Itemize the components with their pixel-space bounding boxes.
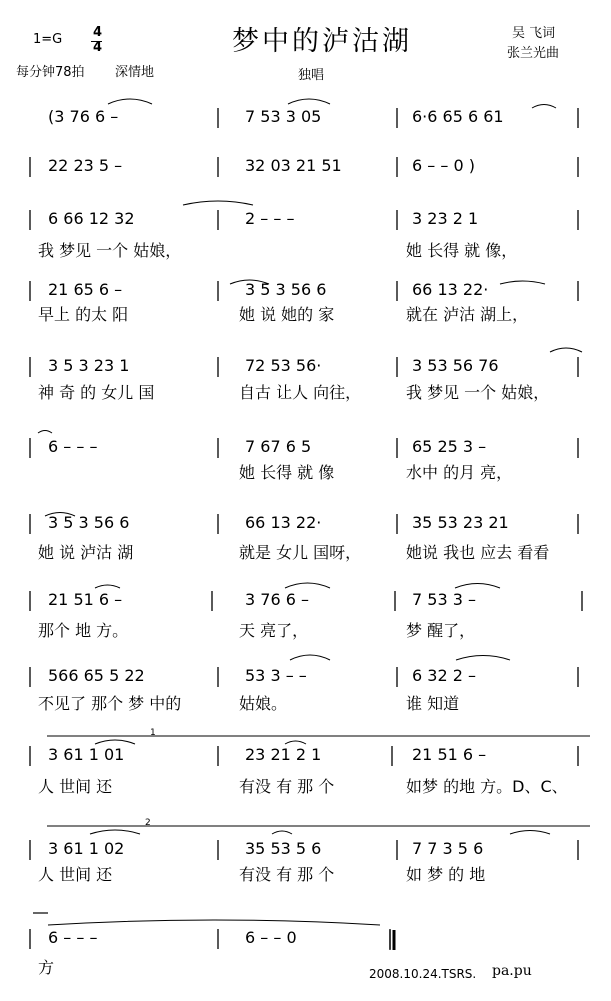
footer-date: 2008.10.24.TSRS. — [369, 967, 477, 981]
lyric-line: 我 梦见 一个 姑娘， — [38, 241, 182, 260]
lyric-line: 她 长得 就 像 — [239, 463, 335, 482]
measure-notes: 66 13 22· — [245, 513, 322, 532]
lyric-line: 早上 的太 阳 — [38, 305, 129, 324]
measure-notes: 3 61 1 02 — [48, 839, 125, 858]
song-title: 梦中的泸沽湖 — [232, 26, 412, 57]
measure-notes: 23 21 2 1 — [245, 745, 322, 764]
lyric-line: 水中 的月 亮， — [406, 463, 513, 482]
slur — [272, 831, 292, 834]
measure-notes: 6 – – – — [48, 928, 98, 947]
volta-2-label: 2 — [145, 818, 151, 828]
lyric-line: 不见了 那个 梦 中的 — [38, 694, 182, 713]
measure-notes: 6 – – 0 — [245, 928, 297, 947]
measure-notes: 7 67 6 5 — [245, 437, 312, 456]
measure-notes: 65 25 3 – — [412, 437, 487, 456]
lyric-line: 有没 有 那 个 — [239, 865, 335, 884]
measure-notes: 3 61 1 01 — [48, 745, 125, 764]
lyric-line: 有没 有 那 个 — [239, 777, 335, 796]
lyric-line: 人 世间 还 — [38, 865, 113, 884]
tempo-marking: 每分钟78拍 — [16, 65, 85, 80]
measure-notes: 566 65 5 22 — [48, 666, 145, 685]
volta-1-label: 1 — [150, 728, 156, 738]
measure-notes: 7 7 3 5 6 — [412, 839, 484, 858]
measure-notes: 3 76 6 – — [245, 590, 309, 609]
measure-notes: 35 53 5 6 — [245, 839, 322, 858]
slur — [500, 281, 545, 284]
key-signature: 1=G — [33, 32, 63, 47]
measure-notes: 3 5 3 23 1 — [48, 356, 130, 375]
measure-notes: 3 5 3 56 6 — [245, 280, 327, 299]
measure-notes: (3 76 6 – — [48, 107, 119, 126]
slur — [285, 741, 306, 744]
measure-notes: 7 53 3 05 — [245, 107, 322, 126]
lyric-line: 方 — [38, 958, 55, 977]
time-signature-top: 4 — [93, 25, 103, 40]
measure-notes: 6 – – 0 ) — [412, 156, 475, 175]
slur — [90, 830, 140, 834]
slur — [455, 584, 500, 589]
measure-notes: 21 51 6 – — [412, 745, 487, 764]
lyric-line: 就是 女儿 国呀， — [239, 543, 362, 562]
slur — [510, 831, 550, 835]
slur — [532, 105, 556, 109]
lyric-line: 天 亮了， — [239, 621, 309, 640]
slur — [38, 431, 52, 434]
measure-notes: 21 65 6 – — [48, 280, 123, 299]
lyric-line: 神 奇 的 女儿 国 — [38, 383, 155, 402]
lyric-line: 就在 泸沽 湖上， — [406, 305, 529, 324]
lyric-line: 她 说 她的 家 — [239, 305, 335, 324]
measure-notes: 6 32 2 – — [412, 666, 476, 685]
time-signature-bottom: 4 — [93, 40, 103, 55]
slur — [183, 201, 253, 205]
slur — [95, 585, 120, 588]
measure-notes: 7 53 3 – — [412, 590, 476, 609]
expression-marking: 深情地 — [115, 65, 155, 80]
measure-notes: 32 03 21 51 — [245, 156, 342, 175]
lyricist-credit: 吴 飞词 — [512, 26, 556, 41]
slur — [45, 513, 75, 517]
measure-notes: 6 66 12 32 — [48, 209, 135, 228]
slur — [288, 99, 330, 104]
composer-credit: 张兰光曲 — [507, 46, 560, 61]
measure-notes: 3 23 2 1 — [412, 209, 479, 228]
lyric-line: 那个 地 方。 — [38, 621, 129, 640]
slur — [290, 655, 330, 660]
slur — [456, 656, 510, 661]
measure-notes: 6·6 65 6 61 — [412, 107, 504, 126]
measure-notes: 3 53 56 76 — [412, 356, 499, 375]
lyric-line: 谁 知道 — [406, 694, 460, 713]
lyric-line: 如梦 的地 方。D、C、 — [406, 777, 568, 796]
lyric-line: 人 世间 还 — [38, 777, 113, 796]
performance-style: 独唱 — [298, 68, 325, 83]
lyric-line: 姑娘。 — [239, 694, 288, 713]
lyric-line: 她 说 泸沽 湖 — [38, 543, 134, 562]
measure-notes: 3 5 3 56 6 — [48, 513, 130, 532]
footer-signature: pa.pu — [492, 963, 532, 979]
measure-notes: 2 – – – — [245, 209, 295, 228]
measure-notes: 72 53 56· — [245, 356, 322, 375]
slur — [48, 920, 380, 925]
slur — [108, 99, 152, 104]
measure-notes: 22 23 5 – — [48, 156, 123, 175]
lyric-line: 她 长得 就 像， — [406, 241, 518, 260]
slur — [95, 740, 135, 744]
slur — [550, 348, 582, 352]
lyric-line: 她说 我也 应去 看看 — [406, 543, 550, 562]
measure-notes: 35 53 23 21 — [412, 513, 509, 532]
measure-notes: 6 – – – — [48, 437, 98, 456]
slur — [230, 280, 269, 284]
measure-notes: 66 13 22· — [412, 280, 489, 299]
measure-notes: 53 3 – – — [245, 666, 307, 685]
lyric-line: 自古 让人 向往， — [239, 383, 362, 402]
lyric-line: 如 梦 的 地 — [406, 865, 486, 884]
lyric-line: 梦 醒了， — [406, 621, 476, 640]
lyric-line: 我 梦见 一个 姑娘， — [406, 383, 550, 402]
measure-notes: 21 51 6 – — [48, 590, 123, 609]
slur — [285, 583, 330, 588]
